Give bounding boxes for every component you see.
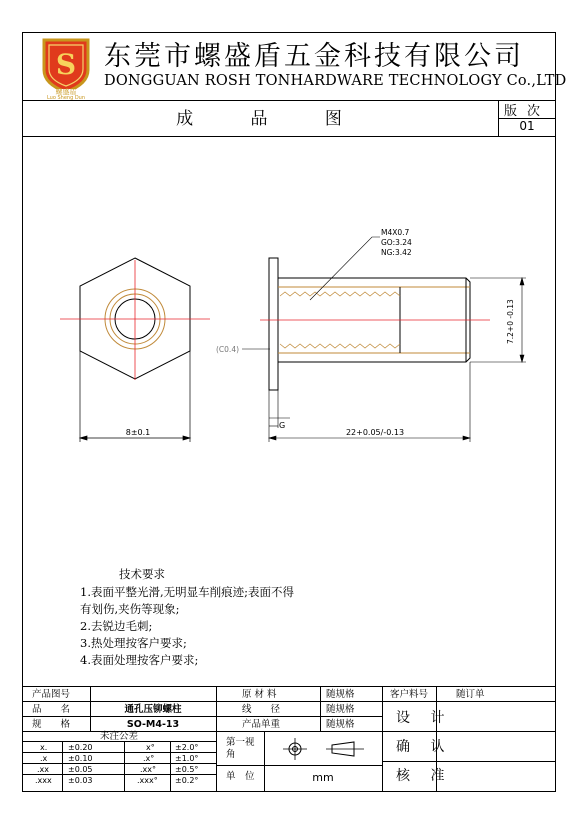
angle-tol-key: x° <box>146 743 155 752</box>
linear-tol-value: ±0.03 <box>68 776 93 785</box>
unit-label: 单 位 <box>226 771 255 782</box>
linear-tol-value: ±0.05 <box>68 765 93 774</box>
check-label: 确 认 <box>396 739 453 755</box>
approve-label: 核 准 <box>396 768 453 784</box>
requirement-1b: 有划伤,夹伤等现象; <box>80 602 180 616</box>
hex-arrow-right <box>183 436 190 440</box>
angle-tol-key: .xxx° <box>137 776 158 785</box>
linear-tol-key: .x <box>40 754 48 763</box>
hex-width-label: 8±0.1 <box>125 428 151 437</box>
chamfer-label: (C0.4) <box>216 345 240 354</box>
len-arrow-right <box>463 436 470 440</box>
tolerance-title: 未注公差 <box>99 731 138 742</box>
dia-arrow-bottom <box>520 355 524 362</box>
linear-tol-key: .xxx <box>35 776 52 785</box>
spec-value: SO-M4-13 <box>126 719 180 730</box>
thread-spec-2: GO:3.24 <box>381 238 412 247</box>
side-view <box>269 258 470 390</box>
linear-tol-value: ±0.10 <box>68 754 93 763</box>
design-label: 设 计 <box>396 710 453 726</box>
requirements-title: 技术要求 <box>119 567 165 581</box>
projection-label: 第一视角 <box>226 737 255 760</box>
spec-label: 规 格 <box>32 719 71 730</box>
angle-tol-key: .xx° <box>140 765 157 774</box>
linear-tol-key: .xx <box>37 765 50 774</box>
linear-tol-key: x. <box>40 743 48 752</box>
wire-label: 线 径 <box>242 704 281 715</box>
flange <box>269 258 278 390</box>
len-arrow-left <box>269 436 276 440</box>
length-label: 22+0.05/-0.13 <box>345 428 405 437</box>
doc-title: 成 品 图 <box>176 109 344 129</box>
thread-top <box>280 292 400 296</box>
diameter-label: 7.2+0 -0.13 <box>506 299 515 344</box>
linear-tol-value: ±0.20 <box>68 743 93 752</box>
unit-value: mm <box>312 771 334 784</box>
customer-no-value: 随订单 <box>456 689 485 700</box>
thread-spec-1: M4X0.7 <box>381 228 410 237</box>
g-label: G <box>279 421 286 430</box>
company-name-cn: 东莞市螺盛盾五金科技有限公司 <box>104 41 524 72</box>
weight-label: 产品单重 <box>242 719 281 730</box>
dia-arrow-top <box>520 278 524 285</box>
first-angle-projection-icon <box>270 735 380 767</box>
angle-tol-value: ±2.0° <box>175 743 199 752</box>
name-value: 通孔压铆螺柱 <box>124 704 182 715</box>
hex-centerlines <box>60 260 210 380</box>
thread-bottom <box>280 344 400 348</box>
angle-tol-value: ±0.2° <box>175 776 199 785</box>
thread-leader <box>310 237 380 300</box>
material-value: 随规格 <box>326 689 355 700</box>
weight-value: 随规格 <box>326 719 355 730</box>
technical-drawing <box>23 136 555 548</box>
wire-value: 随规格 <box>326 704 355 715</box>
angle-tol-key: .x° <box>143 754 155 763</box>
requirement-3: 3.热处理按客户要求; <box>80 636 187 650</box>
product-no-label: 产品图号 <box>32 689 71 700</box>
angle-tol-value: ±0.5° <box>175 765 199 774</box>
hex-arrow-left <box>80 436 87 440</box>
revision-value: 01 <box>519 119 535 133</box>
name-label: 品 名 <box>32 704 71 715</box>
revision-label: 版次 <box>503 104 550 119</box>
header-rule <box>22 100 556 101</box>
material-label: 原 材 料 <box>242 689 277 700</box>
customer-no-label: 客户料号 <box>390 689 429 700</box>
thread-spec-3: NG:3.42 <box>381 248 412 257</box>
company-name-en: DONGGUAN ROSH TONHARDWARE TECHNOLOGY Co.,LTD <box>104 73 567 89</box>
g-dimension <box>269 362 290 442</box>
angle-tol-value: ±1.0° <box>175 754 199 763</box>
requirement-4: 4.表面处理按客户要求; <box>80 653 199 667</box>
requirement-1: 1.表面平整光滑,无明显车削痕迹;表面不得 <box>80 585 295 599</box>
logo-letter: S <box>55 48 77 81</box>
requirement-2: 2.去锐边毛刺; <box>80 619 153 633</box>
logo-text-cn: 螺盛盾 <box>55 88 77 96</box>
logo-text-en: Luo Sheng Dun <box>46 95 86 101</box>
